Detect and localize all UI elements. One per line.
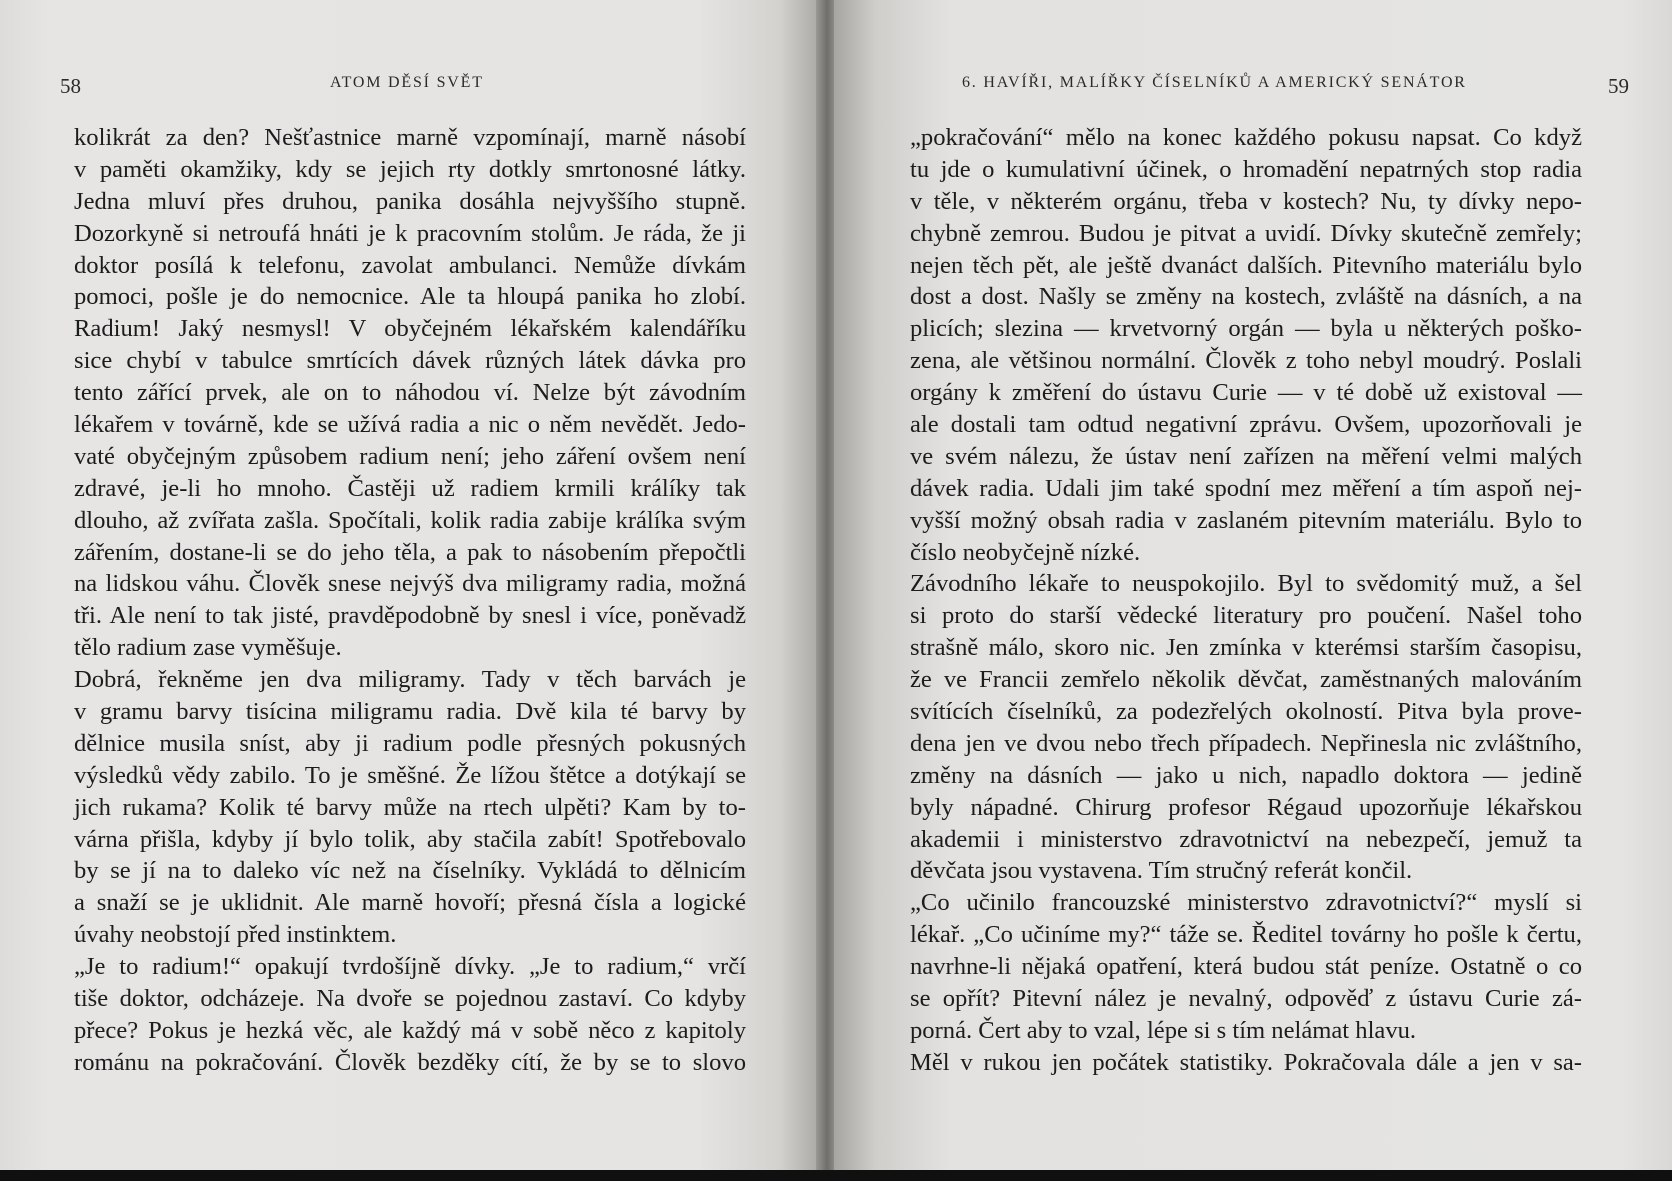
left-page-number: 58: [60, 74, 81, 98]
text-line: Radium! Jaký nesmysl! V obyčejném lékařském kalendáříku: [74, 315, 746, 343]
text-line: a snaží se je uklidnit. Ale marně hovoří; přesná čísla a logické: [74, 889, 746, 917]
text-line: v paměti okamžiky, kdy se jejich rty dotkly smrtonosné látky.: [74, 155, 746, 183]
text-line: změny na dásních — jako u nich, napadlo doktora — jedině: [910, 761, 1582, 789]
text-line: Závodního lékaře to neuspokojilo. Byl to svědomitý muž, a šel: [910, 570, 1582, 598]
text-line: lékař. „Co učiníme my?“ táže se. Ředitel továrny ho pošle k čertu,: [910, 921, 1582, 949]
text-line: várna přišla, kdyby jí bylo tolik, aby stačila zabít! Spotřebovalo: [74, 825, 746, 853]
text-line: dost a dost. Našly se změny na kostech, zvláště na dásních, a na: [910, 283, 1582, 311]
text-line: číslo neobyčejně nízké.: [910, 538, 1141, 566]
text-line: na lidskou váhu. Člověk snese nejvýš dva miligramy radia, možná: [74, 570, 746, 598]
text-line: Jedna mluví přes druhou, panika dosáhla nejvyššího stupně.: [74, 187, 746, 215]
left-running-head: ATOM DĚSÍ SVĚT: [330, 74, 484, 91]
right-running-head: 6. HAVÍŘI, MALÍŘKY ČÍSELNÍKŮ A AMERICKÝ SENÁTOR: [962, 74, 1467, 91]
text-line: dělnice musila sníst, aby ji radium podle přesných pokusných: [74, 729, 746, 757]
text-line: ale dostali tam odtud negativní zprávu. Ovšem, upozorňovali je: [910, 411, 1582, 439]
text-line: Měl v rukou jen počátek statistiky. Pokračovala dále a jen v sa-: [910, 1048, 1582, 1076]
text-line: plicích; slezina — krvetvorný orgán — byla u některých poško-: [910, 315, 1582, 343]
text-line: dena jen ve dvou nebo třech případech. Nepřinesla nic zvláštního,: [910, 729, 1582, 757]
text-line: orgány k změření do ústavu Curie — v té době už existoval —: [910, 379, 1582, 407]
text-line: dávek radia. Udali jim také spodní mez měření a tím aspoň nej-: [910, 474, 1582, 502]
text-line: výsledků vědy zabilo. To je směšné. Že lížou štětce a dotýkají se: [74, 761, 746, 789]
text-line: tento zářící prvek, ale on to náhodou ví. Nelze být závodním: [74, 379, 746, 407]
text-line: navrhne-li nějaká opatření, která budou stát peníze. Ostatně o co: [910, 953, 1582, 981]
text-line: „Co učinilo francouzské ministerstvo zdravotnictví?“ myslí si: [910, 889, 1582, 917]
text-line: děvčata jsou vystavena. Tím stručný referát končil.: [910, 857, 1413, 885]
right-page-body: [910, 122, 1582, 1079]
text-line: pomoci, pošle je do nemocnice. Ale ta hloupá panika ho zlobí.: [74, 283, 746, 311]
text-line: úvahy neobstojí před instinktem.: [74, 921, 397, 949]
text-line: byly nápadné. Chirurg profesor Régaud upozorňuje lékařskou: [910, 793, 1582, 821]
text-line: zena, ale většinou normální. Člověk z toho nebyl moudrý. Poslali: [910, 347, 1582, 375]
left-page: [0, 0, 820, 1170]
text-line: v těle, v některém orgánu, třeba v kostech? Nu, ty dívky nepo-: [910, 187, 1582, 215]
text-line: Dozorkyně si netroufá hnáti je k pracovním stolům. Je ráda, že ji: [74, 219, 746, 247]
text-line: tři. Ale není to tak jisté, pravděpodobně by snesl i více, poněvadž: [74, 602, 746, 630]
text-line: „pokračování“ mělo na konec každého pokusu napsat. Co když: [910, 124, 1582, 151]
text-line: přece? Pokus je hezká věc, ale každý má v sobě něco z kapitoly: [74, 1016, 746, 1044]
text-line: tu jde o kumulativní účinek, o hromadění nepatrných stop radia: [910, 155, 1582, 183]
text-line: že ve Francii zemřelo několik děvčat, zaměstnaných malováním: [910, 666, 1582, 694]
text-line: doktor posílá k telefonu, zavolat ambulanci. Nemůže dívkám: [74, 251, 746, 279]
text-line: v gramu barvy tisícina miligramu radia. Dvě kila té barvy by: [74, 698, 746, 726]
text-line: zářením, dostane-li se do jeho těla, a pak to násobením přepočtli: [74, 538, 746, 566]
right-page: [834, 0, 1672, 1170]
text-line: románu na pokračování. Člověk bezděky cítí, že by se to slovo: [74, 1048, 746, 1076]
text-line: zdravé, je-li ho mnoho. Častěji už radiem krmili králíky tak: [74, 474, 746, 502]
text-line: vaté obyčejným způsobem radium není; jeho záření ovšem není: [74, 442, 746, 470]
text-line: dlouho, až zvířata zašla. Spočítali, kolik radia zabije králíka svým: [74, 506, 746, 534]
right-page-number: 59: [1608, 74, 1629, 98]
left-page-body: [74, 122, 746, 1079]
text-line: strašně málo, skoro nic. Jen zmínka v kterémsi starším časopisu,: [910, 634, 1582, 662]
text-line: akademii i ministerstvo zdravotnictví na nebezpečí, jemuž ta: [910, 825, 1582, 853]
text-line: svítících číselníků, za podezřelých okolností. Pitva byla prove-: [910, 698, 1582, 726]
text-line: chybně zemrou. Budou je pitvat a uvidí. Dívky skutečně zemřely;: [910, 219, 1582, 247]
text-line: vyšší možný obsah radia v zaslaném pitevním materiálu. Bylo to: [910, 506, 1582, 534]
text-line: jich rukama? Kolik té barvy může na rtech ulpěti? Kam by to-: [74, 793, 746, 821]
text-line: tělo radium zase vyměšuje.: [74, 634, 342, 662]
text-line: by se jí na to daleko víc než na číselníky. Vykládá to dělnicím: [74, 857, 746, 885]
text-line: ve svém nálezu, že ústav není zařízen na měření velmi malých: [910, 442, 1582, 470]
text-line: si proto do starší vědecké literatury pro poučení. Našel toho: [910, 602, 1582, 630]
text-line: „Je to radium!“ opakují tvrdošíjně dívky. „Je to radium,“ vrčí: [74, 953, 746, 981]
text-line: se opřít? Pitevní nález je nevalný, odpověď z ústavu Curie zá-: [910, 985, 1582, 1013]
text-line: Dobrá, řekněme jen dva miligramy. Tady v těch barvách je: [74, 666, 746, 694]
text-line: lékařem v továrně, kde se užívá radia a nic o něm nevědět. Jedo-: [74, 411, 746, 439]
text-line: tiše doktor, odcházeje. Na dvoře se pojednou zastaví. Co kdyby: [74, 985, 746, 1013]
text-line: porná. Čert aby to vzal, lépe si s tím nelámat hlavu.: [910, 1016, 1417, 1044]
text-line: nejen těch pět, ale ještě dvanáct dalších. Pitevního materiálu bylo: [910, 251, 1582, 279]
text-line: kolikrát za den? Nešťastnice marně vzpomínají, marně násobí: [74, 124, 746, 151]
text-line: sice chybí v tabulce smrtících dávek různých látek dávka pro: [74, 347, 746, 375]
